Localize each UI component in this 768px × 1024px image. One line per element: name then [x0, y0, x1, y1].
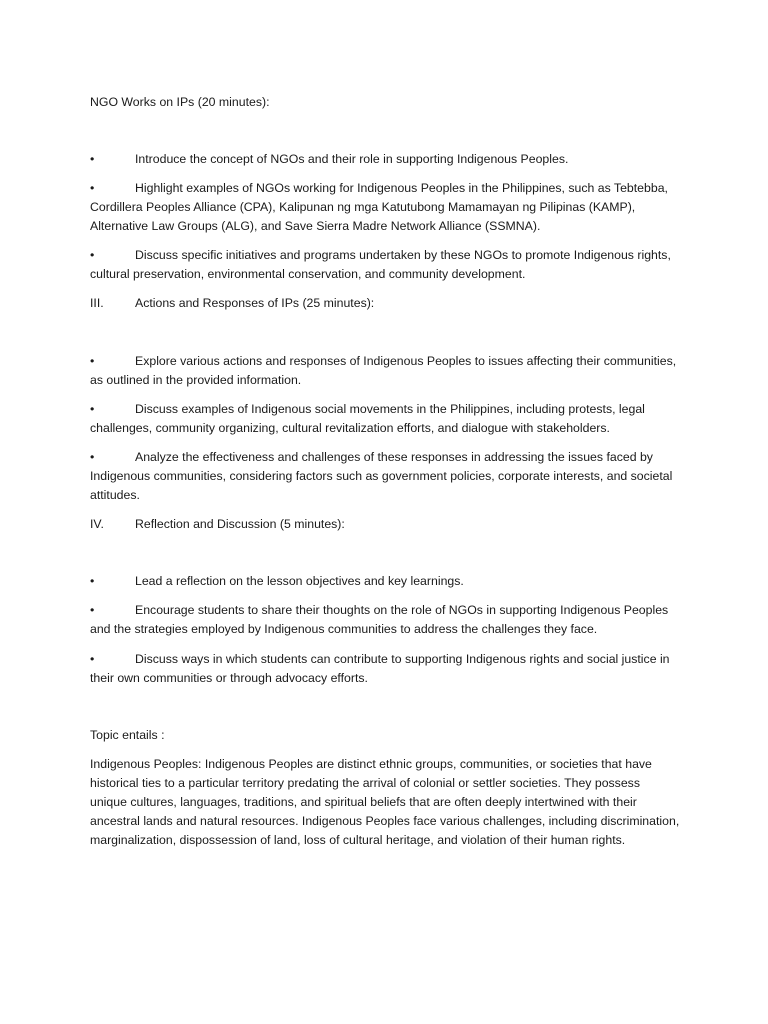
list-item: [90, 179, 680, 236]
list-item-text: Analyze the effectiveness and challenges of these responses in addressing the issues faced by Indigenous communities, considering factors such as government policies, corporate interests, and societal attitudes.: [90, 450, 673, 502]
section-numeral: III.: [90, 296, 104, 310]
section-heading-actions: [90, 294, 680, 313]
bullet-icon: •: [90, 450, 95, 464]
list-item-text: Discuss ways in which students can contribute to supporting Indigenous rights and social justice in their own communities or through advocacy efforts.: [90, 652, 670, 685]
bullet-icon: •: [90, 152, 95, 166]
list-item-text: Encourage students to share their thoughts on the role of NGOs in supporting Indigenous Peoples and the strategies employed by Indigenous communities to address the challenges they face.: [90, 603, 669, 636]
topic-paragraph: Indigenous Peoples: Indigenous Peoples are distinct ethnic groups, communities, or societies that have historical ties to a particular territory predating the arrival of colonial or settler societies. They possess unique cultures, languages, traditions, and spiritual beliefs that are often deeply intertwined with their ancestral lands and natural resources. Indigenous Peoples face various challenges, including discrimination, marginalization, dispossession of land, loss of cultural heritage, and violation of their human rights.: [90, 757, 680, 847]
bullet-icon: •: [90, 248, 95, 262]
bullet-icon: •: [90, 652, 95, 666]
list-item: [90, 352, 680, 390]
bullet-icon: •: [90, 354, 95, 368]
list-item-text: Introduce the concept of NGOs and their role in supporting Indigenous Peoples.: [135, 152, 569, 166]
list-item: [90, 572, 680, 591]
list-item-text: Lead a reflection on the lesson objectives and key learnings.: [135, 574, 464, 588]
list-item: [90, 650, 680, 688]
bullet-icon: •: [90, 603, 95, 617]
section-numeral: IV.: [90, 517, 104, 531]
list-item-text: Discuss specific initiatives and programs undertaken by these NGOs to promote Indigenous rights, cultural preservation, environmental conservation, and community development.: [90, 248, 671, 281]
bullet-icon: •: [90, 402, 95, 416]
list-item: [90, 601, 680, 639]
bullet-icon: •: [90, 181, 95, 195]
list-item-text: Discuss examples of Indigenous social movements in the Philippines, including protests, legal challenges, community organizing, cultural revitalization efforts, and dialogue with stakeholders.: [90, 402, 645, 435]
section-heading-text: Actions and Responses of IPs (25 minutes):: [135, 296, 375, 310]
topic-heading: Topic entails :: [90, 728, 165, 742]
bullet-icon: •: [90, 574, 95, 588]
list-item: [90, 448, 680, 505]
list-item-text: Highlight examples of NGOs working for Indigenous Peoples in the Philippines, such as Tebtebba, Cordillera Peoples Alliance (CPA), Kalipunan ng mga Katutubong Mamamayan ng Pilipinas (KAMP), Alternative Law Groups (ALG), and Save Sierra Madre Network Alliance (SSMNA).: [90, 181, 668, 233]
list-item-text: Explore various actions and responses of Indigenous Peoples to issues affecting their communities, as outlined in the provided information.: [90, 354, 677, 387]
section-heading-ngo: NGO Works on IPs (20 minutes):: [90, 95, 270, 109]
section-heading-text: Reflection and Discussion (5 minutes):: [135, 517, 345, 531]
list-item: [90, 400, 680, 438]
list-item: [90, 150, 680, 169]
list-item: [90, 246, 680, 284]
section-heading-reflection: [90, 515, 680, 534]
